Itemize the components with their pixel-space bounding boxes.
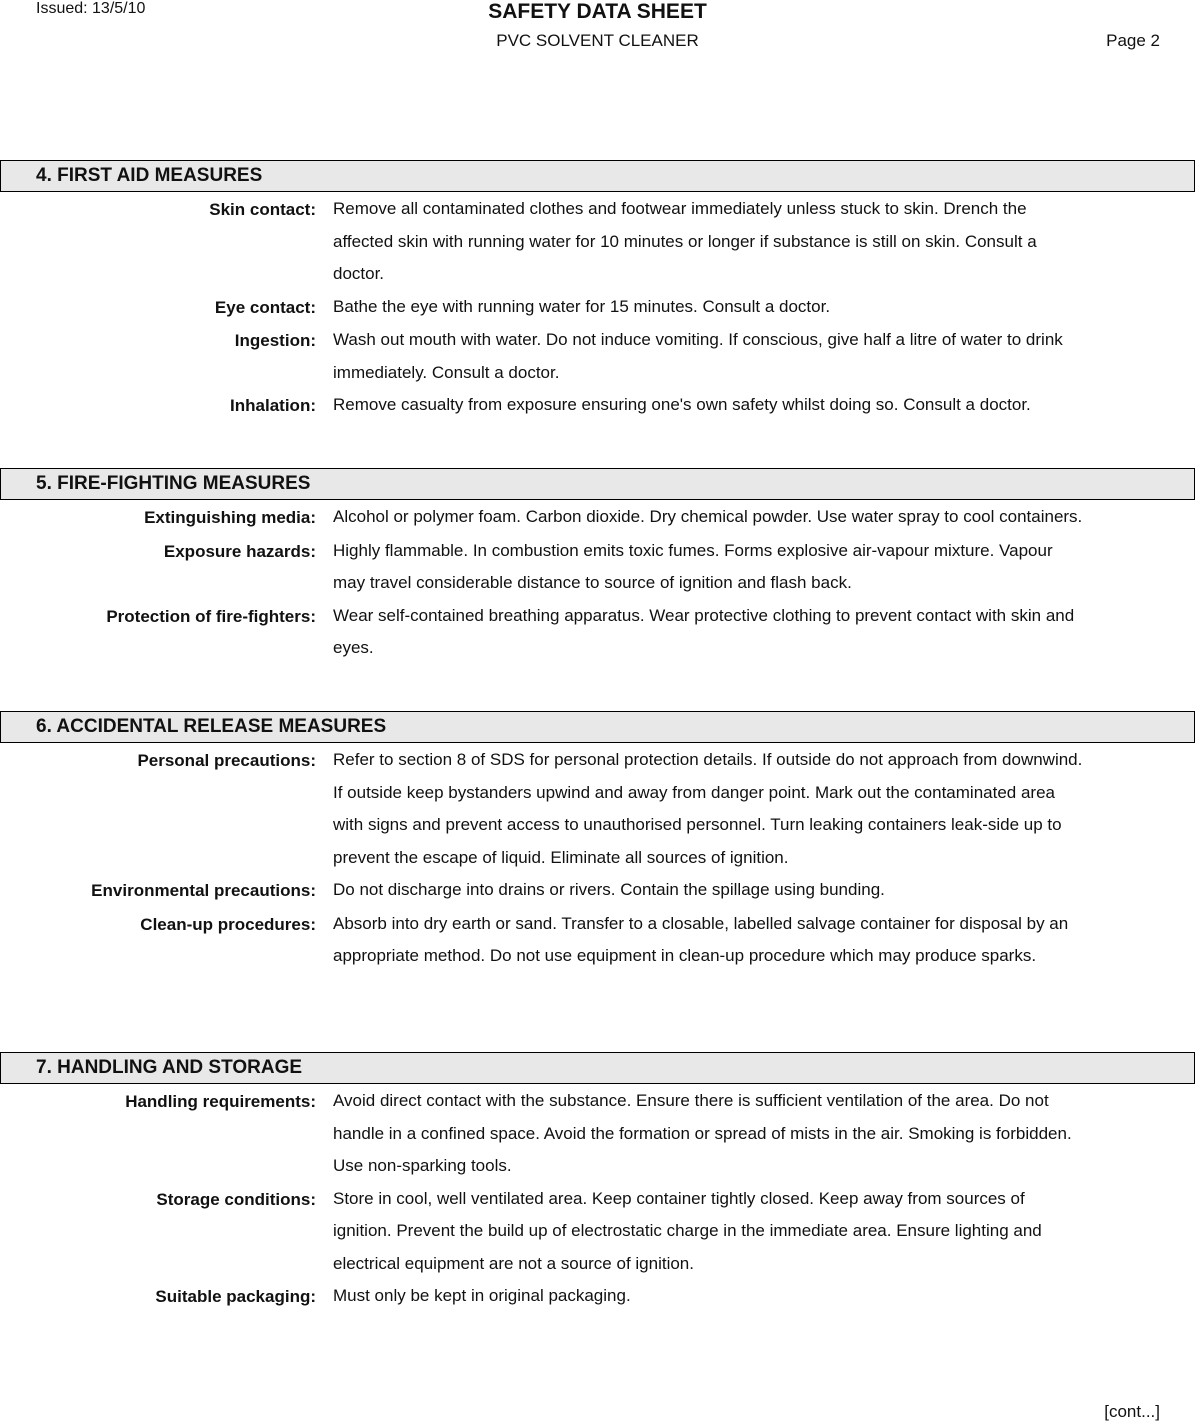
field-label: Skin contact: xyxy=(209,200,316,219)
page-number: Page 2 xyxy=(1106,31,1160,50)
section-header: 4. FIRST AID MEASURES xyxy=(0,160,1195,192)
field-row xyxy=(0,535,1195,600)
field-value: Store in cool, well ventilated area. Keep container tightly closed. Keep away from sources of ignition. Prevent the build up of electrostatic charge in the immediate area. Ensure lighting and electrical equipment are not a source of ignition. xyxy=(333,1188,1042,1273)
section-header: 6. ACCIDENTAL RELEASE MEASURES xyxy=(0,711,1195,743)
field-value: Wear self-contained breathing apparatus. Wear protective clothing to prevent contact with skin and eyes. xyxy=(333,605,1075,657)
field-row xyxy=(0,324,1195,389)
field-row xyxy=(0,874,1195,908)
section-first-aid xyxy=(0,160,1195,423)
field-row xyxy=(0,389,1195,423)
document-title: SAFETY DATA SHEET xyxy=(488,0,707,23)
field-label: Exposure hazards: xyxy=(163,541,316,561)
field-row xyxy=(0,1183,1195,1281)
field-label: Handling requirements: xyxy=(125,1092,316,1111)
field-value: Alcohol or polymer foam. Carbon dioxide. Dry chemical powder. Use water spray to cool containers. xyxy=(333,507,1083,526)
field-value: Must only be kept in original packaging. xyxy=(333,1286,631,1305)
issued-date: Issued: 13/5/10 xyxy=(36,0,146,17)
field-value: Remove casualty from exposure ensuring one's own safety whilst doing so. Consult a doctor. xyxy=(333,395,1031,414)
field-label: Suitable packaging: xyxy=(155,1287,316,1306)
field-row xyxy=(0,1085,1195,1183)
field-row xyxy=(0,600,1195,665)
section-handling-storage xyxy=(0,1052,1195,1314)
field-label: Extinguishing media: xyxy=(144,508,316,527)
field-row xyxy=(0,744,1195,874)
field-row xyxy=(0,1280,1195,1314)
field-value: Bathe the eye with running water for 15 minutes. Consult a doctor. xyxy=(333,296,831,316)
field-row xyxy=(0,291,1195,325)
section-accidental-release xyxy=(0,711,1195,973)
field-label: Eye contact: xyxy=(214,297,316,317)
section-header: 5. FIRE-FIGHTING MEASURES xyxy=(0,468,1195,500)
field-row xyxy=(0,501,1195,535)
field-row xyxy=(0,908,1195,973)
field-value: Remove all contaminated clothes and footwear immediately unless stuck to skin. Drench the affected skin with running water for 10 minutes or longer if substance is still on skin. Consult a doctor. xyxy=(333,199,1037,283)
field-row xyxy=(0,193,1195,291)
product-name: PVC SOLVENT CLEANER xyxy=(496,31,699,50)
field-value: Wash out mouth with water. Do not induce vomiting. If conscious, give half a litre of water to drink immediately. Consult a doctor. xyxy=(333,330,1063,382)
field-value: Refer to section 8 of SDS for personal protection details. If outside do not approach from downwind. If outside keep bystanders upwind and away from danger point. Mark out the contaminated area with signs and prevent access to unauthorised personnel. Turn leaking containers leak-side up to prevent the escape of liquid. Eliminate all sources of ignition. xyxy=(333,750,1083,867)
field-label: Storage conditions: xyxy=(156,1189,316,1209)
field-value: Absorb into dry earth or sand. Transfer to a closable, labelled salvage container for disposal by an appropriate method. Do not use equipment in clean-up procedure which may produce sparks. xyxy=(333,913,1069,965)
continued-note: [cont...] xyxy=(1104,1402,1160,1421)
field-label: Protection of fire-fighters: xyxy=(106,606,316,626)
field-value: Do not discharge into drains or rivers. Contain the spillage using bunding. xyxy=(333,880,885,899)
field-label: Environmental precautions: xyxy=(91,881,316,900)
field-label: Ingestion: xyxy=(234,331,316,350)
field-label: Clean-up procedures: xyxy=(140,914,316,934)
section-fire-fighting xyxy=(0,468,1195,665)
field-value: Avoid direct contact with the substance. Ensure there is sufficient ventilation of the area. Do not handle in a confined space. Avoid the formation or spread of mists in the air. Smoking is forbidden. Use non-sparking tools. xyxy=(333,1091,1072,1175)
field-value: Highly flammable. In combustion emits toxic fumes. Forms explosive air-vapour mixture. Vapour may travel considerable distance to source of ignition and flash back. xyxy=(333,540,1053,592)
field-label: Inhalation: xyxy=(230,396,316,415)
field-label: Personal precautions: xyxy=(137,751,316,770)
section-header: 7. HANDLING AND STORAGE xyxy=(0,1052,1195,1084)
